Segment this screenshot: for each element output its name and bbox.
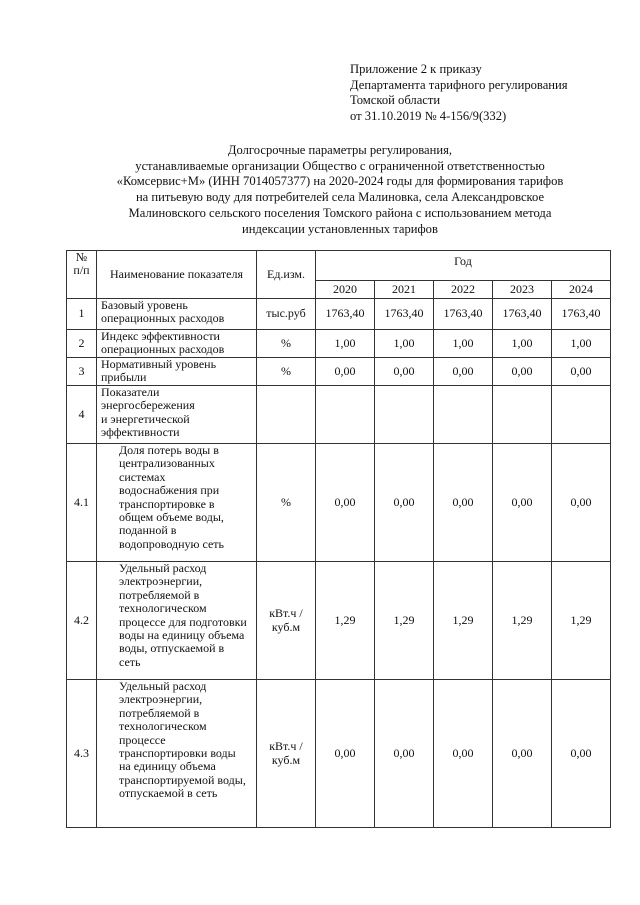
- table-row: [67, 330, 611, 358]
- table-row: [67, 386, 611, 444]
- row-unit: %: [257, 330, 316, 358]
- row-name: Нормативный уровень прибыли: [97, 358, 257, 386]
- header-year-cell: 2024: [552, 281, 611, 299]
- row-value: 0,00: [316, 680, 375, 828]
- row-value: 1,29: [316, 562, 375, 680]
- row-unit: %: [257, 358, 316, 386]
- row-value: [493, 386, 552, 444]
- appendix-line: Томской области: [350, 93, 441, 108]
- row-value: 1763,40: [375, 299, 434, 330]
- appendix-line: Департамента тарифного регулирования: [350, 77, 568, 92]
- row-name: Базовый уровень операционных расходов: [97, 299, 257, 330]
- document-title: [80, 143, 600, 237]
- row-name: Удельный расход электроэнергии, потребляемой в технологическом процессе для подготовки воды на единицу объема воды, отпускаемой в сеть: [97, 562, 257, 680]
- table-row: [67, 299, 611, 330]
- parameters-table: [66, 250, 611, 828]
- row-value: 1763,40: [552, 299, 611, 330]
- title-line: индексации установленных тарифов: [242, 221, 438, 236]
- row-value: 1763,40: [434, 299, 493, 330]
- row-value: 0,00: [552, 444, 611, 562]
- row-number: 4.2: [67, 562, 97, 680]
- row-name: Показатели энергосбережения и энергетической эффективности: [97, 386, 257, 444]
- title-line: Малиновского сельского поселения Томского района с использованием метода: [128, 205, 552, 220]
- row-number: 2: [67, 330, 97, 358]
- appendix-header: [350, 62, 568, 124]
- row-name: Доля потерь воды в централизованных системах водоснабжения при транспортировке в общем объеме воды, поданной в водопроводную сеть: [97, 444, 257, 562]
- row-value: 0,00: [434, 680, 493, 828]
- row-value: 1763,40: [493, 299, 552, 330]
- row-value: 0,00: [493, 680, 552, 828]
- row-value: 0,00: [552, 358, 611, 386]
- row-value: 0,00: [375, 680, 434, 828]
- row-value: 0,00: [493, 358, 552, 386]
- table-row: [67, 562, 611, 680]
- row-value: 0,00: [316, 358, 375, 386]
- header-year: Год: [316, 251, 611, 281]
- header-number-line1: №: [75, 250, 88, 264]
- row-value: [434, 386, 493, 444]
- header-unit: Ед.изм.: [257, 251, 316, 299]
- row-value: 1,29: [375, 562, 434, 680]
- row-value: [316, 386, 375, 444]
- row-value: 1,00: [316, 330, 375, 358]
- row-value: 0,00: [434, 358, 493, 386]
- title-line: «Комсервис+М» (ИНН 7014057377) на 2020-2024 годы для формирования тарифов: [116, 174, 564, 189]
- row-number: 4.1: [67, 444, 97, 562]
- row-name: Индекс эффективности операционных расходов: [97, 330, 257, 358]
- row-value: 0,00: [375, 358, 434, 386]
- row-unit: кВт.ч / куб.м: [257, 562, 316, 680]
- table-row: [67, 680, 611, 828]
- row-unit: тыс.руб: [257, 299, 316, 330]
- table-row: [67, 444, 611, 562]
- row-value: 1,29: [493, 562, 552, 680]
- appendix-line: от 31.10.2019 № 4-156/9(332): [350, 108, 507, 123]
- header-year-cell: 2021: [375, 281, 434, 299]
- header-number: [67, 251, 97, 299]
- row-value: 1,00: [493, 330, 552, 358]
- table-header-row: [67, 251, 611, 281]
- row-value: 0,00: [316, 444, 375, 562]
- row-value: 1,29: [552, 562, 611, 680]
- row-number: 4: [67, 386, 97, 444]
- row-value: 1,00: [552, 330, 611, 358]
- row-value: 0,00: [375, 444, 434, 562]
- header-year-cell: 2022: [434, 281, 493, 299]
- header-name: Наименование показателя: [97, 251, 257, 299]
- row-value: 1,29: [434, 562, 493, 680]
- header-year-cell: 2020: [316, 281, 375, 299]
- header-year-cell: 2023: [493, 281, 552, 299]
- table-row: [67, 358, 611, 386]
- title-line: устанавливаемые организации Общество с ограниченной ответственностью: [135, 158, 545, 173]
- row-unit: %: [257, 444, 316, 562]
- row-name: Удельный расход электроэнергии, потребляемой в технологическом процессе транспортировки воды на единицу объема транспортируемой воды, отпускаемой в сеть: [97, 680, 257, 828]
- header-number-line2: п/п: [73, 263, 90, 278]
- row-value: 0,00: [434, 444, 493, 562]
- row-number: 4.3: [67, 680, 97, 828]
- row-value: [375, 386, 434, 444]
- row-unit: [257, 386, 316, 444]
- appendix-line: Приложение 2 к приказу: [350, 62, 482, 76]
- row-value: [552, 386, 611, 444]
- row-number: 1: [67, 299, 97, 330]
- row-value: 0,00: [552, 680, 611, 828]
- row-value: 1,00: [434, 330, 493, 358]
- row-value: 1,00: [375, 330, 434, 358]
- title-line: на питьевую воду для потребителей села Малиновка, села Александровское: [135, 190, 545, 205]
- row-unit: кВт.ч / куб.м: [257, 680, 316, 828]
- row-value: 0,00: [493, 444, 552, 562]
- row-value: 1763,40: [316, 299, 375, 330]
- row-number: 3: [67, 358, 97, 386]
- title-line: Долгосрочные параметры регулирования,: [227, 143, 453, 157]
